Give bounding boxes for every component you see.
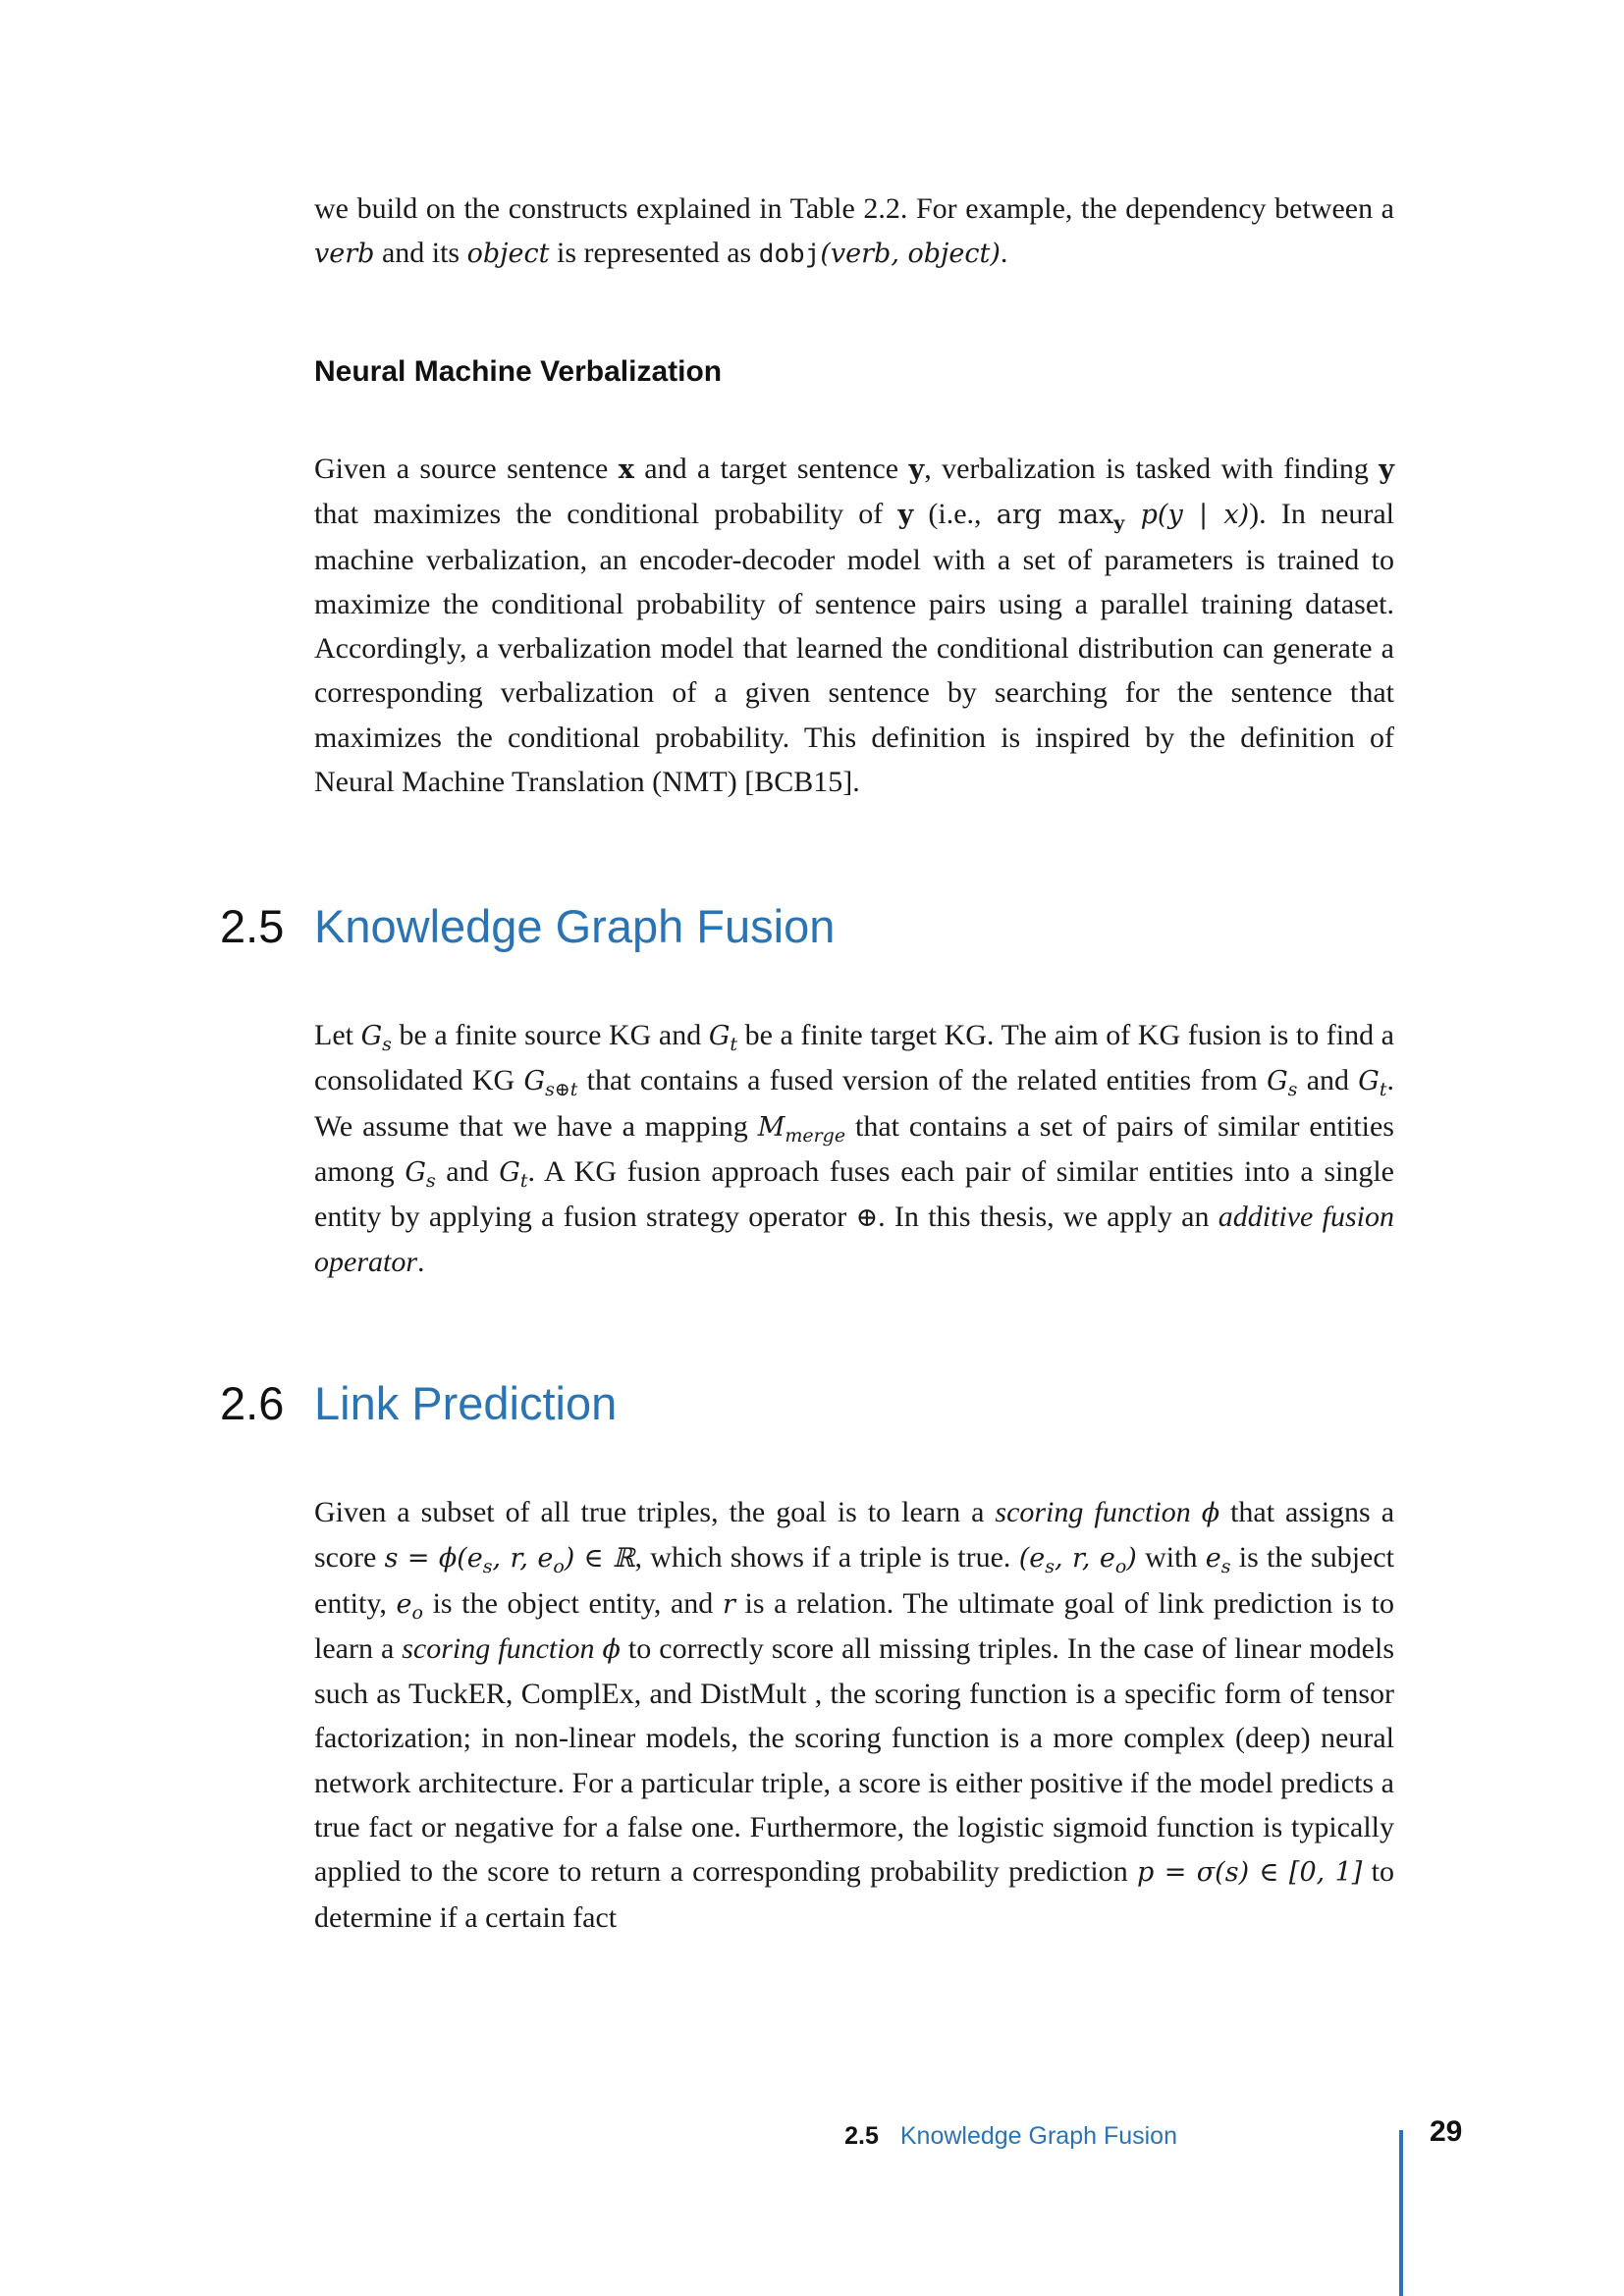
page-number: 29 — [1430, 2115, 1463, 2148]
text: that contains a set of pairs of similar entities among — [314, 1109, 1394, 1188]
text: be a finite source KG and — [391, 1019, 709, 1051]
math-y: y — [908, 454, 925, 485]
math-sub: t — [730, 1034, 738, 1055]
text: Given a subset of all true triples, the goal is to learn a — [314, 1496, 996, 1528]
emphasis: scoring function — [995, 1496, 1191, 1528]
text: Given a source sentence — [314, 453, 619, 485]
math-score: , r, e — [492, 1543, 554, 1575]
math-sub: s — [1287, 1079, 1298, 1101]
text: . — [417, 1246, 425, 1279]
math-G: G — [523, 1066, 546, 1097]
math-verb: verb — [314, 239, 375, 270]
math-sub: s — [425, 1169, 436, 1192]
math-r: r — [722, 1588, 735, 1620]
math-sub: o — [1114, 1556, 1127, 1578]
math-G: G — [1358, 1066, 1380, 1097]
text: and its — [374, 237, 467, 270]
math-sub: s⊕t — [545, 1079, 578, 1101]
math-argmax: arg max — [996, 500, 1114, 531]
math-G: G — [499, 1156, 520, 1188]
text: and — [1297, 1064, 1359, 1097]
math-triple: , r, e — [1055, 1543, 1115, 1575]
math-y: y — [1379, 454, 1394, 485]
nmv-paragraph-block — [314, 447, 1394, 804]
math-phi: ϕ — [602, 1633, 621, 1665]
math-argmax-sub: y — [1113, 512, 1125, 535]
text: . In this thesis, we apply an — [878, 1201, 1218, 1234]
link-paragraph — [314, 1490, 1394, 1940]
math-object: object — [466, 239, 550, 270]
math-sub: o — [411, 1601, 423, 1624]
intro-paragraph-block — [314, 187, 1394, 278]
code-dobj: dobj — [758, 240, 821, 270]
math-M: M — [757, 1111, 785, 1143]
section-number: 2.5 — [220, 900, 285, 952]
text: that maximizes the conditional probability of — [314, 498, 898, 531]
math-sub: t — [519, 1169, 528, 1192]
text: . A KG fusion approach fuses each pair of similar entities into a single entity by applying a fusion strategy operator — [314, 1154, 1394, 1234]
subsection-heading: Neural Machine Verbalization — [314, 355, 723, 388]
intro-paragraph — [314, 187, 1394, 278]
math-sub: s — [482, 1556, 493, 1578]
math-sub: merge — [785, 1124, 846, 1147]
text: . We assume that we have a mapping — [314, 1064, 1395, 1143]
link-paragraph-block — [314, 1490, 1394, 1940]
text: is the subject entity, — [314, 1541, 1395, 1620]
text: that assigns a score — [314, 1496, 1395, 1575]
text: Let — [314, 1019, 361, 1051]
text: and a target sentence — [633, 453, 909, 485]
fusion-paragraph-block — [314, 1013, 1394, 1285]
text: , verbalization is tasked with finding — [924, 453, 1380, 485]
math-score: s = ϕ(e — [384, 1543, 483, 1575]
text: is a relation. The ultimate goal of link prediction is to learn a — [314, 1586, 1395, 1665]
text: with — [1136, 1541, 1206, 1575]
math-G: G — [360, 1021, 383, 1051]
section-number: 2.6 — [220, 1377, 285, 1429]
math-e: e — [396, 1588, 412, 1620]
math-x: x — [618, 454, 634, 485]
text: we build on the constructs explained in Table 2.2. For example, the dependency between a — [314, 192, 1394, 225]
section-title: Knowledge Graph Fusion — [314, 900, 836, 952]
text: be a finite target KG. The aim of KG fusion is to find a consolidated KG — [314, 1019, 1394, 1097]
math-p: p = σ(s) ∈ [0, 1] — [1137, 1857, 1363, 1889]
math-phi: ϕ — [1201, 1498, 1220, 1528]
text: (i.e., — [913, 498, 997, 531]
nmv-paragraph — [314, 447, 1394, 804]
math-triple: (e — [1018, 1543, 1046, 1575]
text: is the object entity, and — [422, 1586, 723, 1620]
footer-section-number: 2.5 — [844, 2122, 879, 2150]
emphasis: scoring function — [402, 1631, 595, 1665]
text: to correctly score all missing triples. In the case of linear models such as TuckER, ComplEx, and DistMult , the scoring function is a specific form of tensor factorization; in non-linear models, the scoring function is a more complex (deep) neural network architecture. For a particular triple, a score is either positive if the model predicts a true fact or negative for a false one. Furthermore, the logistic sigmoid function is typically applied to the score to return a corresponding probability prediction — [314, 1631, 1394, 1889]
fusion-paragraph — [314, 1013, 1394, 1285]
footer-section-title: Knowledge Graph Fusion — [899, 2122, 1177, 2150]
running-footer — [844, 2122, 1177, 2151]
math-G: G — [1267, 1066, 1288, 1097]
emphasis: additive fusion operator — [314, 1201, 1394, 1279]
text: and — [435, 1154, 500, 1188]
math-prob: p(y | x) — [1124, 500, 1250, 531]
math-G: G — [708, 1021, 731, 1051]
math-score: ) ∈ ℝ — [564, 1543, 635, 1575]
text: that contains a fused version of the related entities from — [577, 1064, 1268, 1097]
math-sub: s — [1220, 1556, 1231, 1578]
math-e: e — [1205, 1543, 1221, 1575]
text: ). In neural machine verbalization, an encoder-decoder model with a set of parameters is trained to maximize the conditional probability of sentence pairs using a parallel training dataset. Accordingly, a verbalization model that learned the conditional distribution can generate a corresponding verbalization of a given sentence by searching for the sentence that maximizes the conditional probability. This definition is inspired by the definition of Neural Machine Translation (NMT) [BCB15]. — [314, 498, 1395, 799]
text: . — [1000, 237, 1008, 270]
text: is represented as — [549, 237, 759, 270]
math-sub: s — [1045, 1556, 1056, 1578]
footer-rule — [1399, 2130, 1403, 2296]
math-y: y — [897, 500, 914, 531]
math-oplus: ⊕ — [855, 1202, 879, 1234]
section-title: Link Prediction — [314, 1377, 618, 1429]
math-triple: ) — [1126, 1543, 1137, 1575]
section-heading-2-6 — [220, 1376, 617, 1430]
math-dobj-args: (verb, object) — [820, 239, 1001, 270]
section-heading-2-5 — [220, 899, 835, 953]
math-sub: o — [553, 1556, 565, 1578]
math-sub: t — [1379, 1079, 1387, 1101]
text: , which shows if a triple is true. — [634, 1541, 1019, 1575]
text: to determine if a certain fact — [314, 1855, 1394, 1934]
math-sub: s — [382, 1034, 392, 1055]
math-G: G — [405, 1156, 426, 1188]
